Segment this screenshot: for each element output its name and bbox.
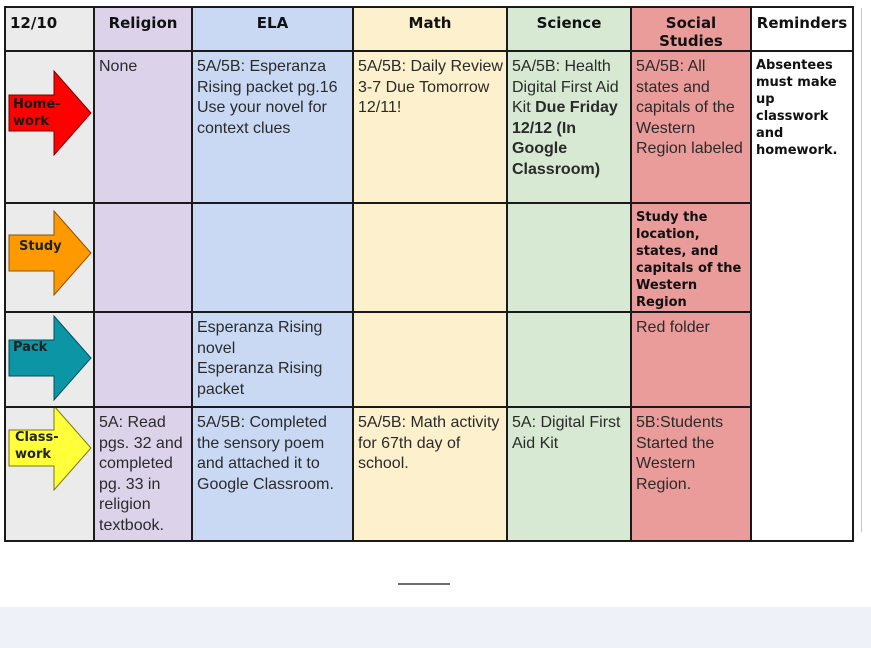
date-header-cell bbox=[5, 7, 94, 51]
study-label: Study bbox=[19, 239, 62, 254]
homework-science-cell bbox=[507, 51, 631, 203]
study-religion-cell bbox=[94, 203, 192, 312]
homework-social-studies-cell bbox=[631, 51, 751, 203]
study-social-studies-text: Study the location, states, and capitals of the Western Region bbox=[636, 210, 742, 310]
classwork-science-cell bbox=[507, 407, 631, 541]
homework-math-cell bbox=[353, 51, 507, 203]
science-header: Science bbox=[536, 14, 602, 32]
pack-science-cell bbox=[507, 312, 631, 407]
homework-ela-cell bbox=[192, 51, 353, 203]
header-row bbox=[5, 7, 853, 51]
pack-religion-cell bbox=[94, 312, 192, 407]
homework-math-text: 5A/5B: Daily Review 3-7 Due Tomorrow 12/11! bbox=[358, 58, 503, 116]
social-studies-header-cell bbox=[631, 7, 751, 51]
page-footer-band bbox=[0, 607, 871, 648]
classwork-row bbox=[5, 407, 853, 541]
homework-science-text bbox=[508, 52, 630, 180]
pack-social-studies-cell bbox=[631, 312, 751, 407]
study-label-cell bbox=[5, 203, 94, 312]
reminders-text: Absentees must make up classwork and homework. bbox=[756, 58, 838, 158]
pack-label-cell bbox=[5, 312, 94, 407]
ela-header-cell bbox=[192, 7, 353, 51]
social-studies-header: Social Studies bbox=[659, 14, 723, 50]
right-arrow-icon bbox=[8, 315, 92, 401]
date-label: 12/10 bbox=[10, 14, 58, 32]
pack-math-cell bbox=[353, 312, 507, 407]
classwork-math-text: 5A/5B: Math activity for 67th day of school. bbox=[358, 414, 500, 472]
classwork-label-cell bbox=[5, 407, 94, 541]
page-edge bbox=[861, 8, 862, 532]
classwork-label: Class- work bbox=[15, 430, 59, 462]
homework-label-cell bbox=[5, 51, 94, 203]
homework-religion-text: None bbox=[99, 58, 138, 75]
religion-header-cell bbox=[94, 7, 192, 51]
classwork-math-cell bbox=[353, 407, 507, 541]
classwork-social-studies-text: 5B:Students Started the Western Region. bbox=[636, 414, 724, 493]
pack-social-studies-text: Red folder bbox=[636, 319, 710, 336]
homework-row bbox=[5, 51, 853, 203]
pack-ela-cell bbox=[192, 312, 353, 407]
homework-science-plain: 5A/5B: Health Digital First Aid Kit bbox=[512, 58, 619, 116]
study-math-cell bbox=[353, 203, 507, 312]
study-social-studies-cell bbox=[631, 203, 751, 312]
classwork-ela-cell bbox=[192, 407, 353, 541]
religion-header: Religion bbox=[108, 14, 178, 32]
pack-ela-text: Esperanza Rising novel Esperanza Rising packet bbox=[197, 319, 323, 398]
drag-handle[interactable] bbox=[398, 583, 450, 585]
pack-row bbox=[5, 312, 853, 407]
homework-board-table bbox=[4, 6, 854, 542]
classwork-religion-cell bbox=[94, 407, 192, 541]
study-science-cell bbox=[507, 203, 631, 312]
math-header-cell bbox=[353, 7, 507, 51]
homework-science-due: Due Friday 12/12 (In Google Classroom) bbox=[512, 99, 618, 178]
science-header-cell bbox=[507, 7, 631, 51]
reminders-header-cell bbox=[751, 7, 853, 51]
study-ela-cell bbox=[192, 203, 353, 312]
homework-social-studies-text: 5A/5B: All states and capitals of the Western Region labeled bbox=[636, 58, 743, 157]
classwork-social-studies-cell bbox=[631, 407, 751, 541]
reminders-header: Reminders bbox=[756, 14, 848, 32]
study-row bbox=[5, 203, 853, 312]
homework-religion-cell bbox=[94, 51, 192, 203]
classwork-science-text: 5A: Digital First Aid Kit bbox=[512, 414, 621, 452]
homework-label: Home- work bbox=[13, 97, 61, 129]
ela-header: ELA bbox=[256, 14, 289, 32]
classwork-ela-text: 5A/5B: Completed the sensory poem and attached it to Google Classroom. bbox=[197, 414, 334, 493]
pack-label: Pack bbox=[13, 340, 48, 355]
reminders-cell bbox=[751, 51, 853, 541]
homework-ela-text: 5A/5B: Esperanza Rising packet pg.16 Use your novel for context clues bbox=[197, 58, 338, 137]
math-header: Math bbox=[408, 14, 452, 32]
classwork-religion-text: 5A: Read pgs. 32 and completed pg. 33 in religion textbook. bbox=[99, 414, 183, 534]
